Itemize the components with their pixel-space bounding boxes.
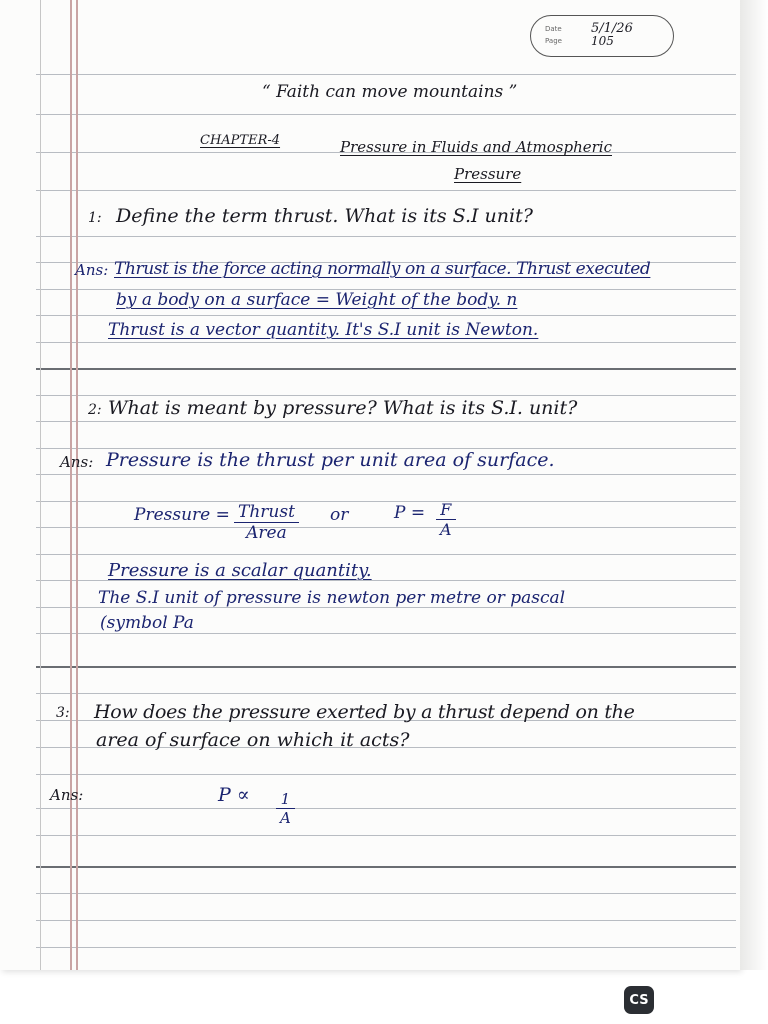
ruled-line [36,866,736,868]
ruled-line [36,315,736,316]
ruled-line [36,693,736,694]
page-value: 105 [591,34,614,48]
thrust-over-area-fraction [234,502,299,543]
answer-line: (symbol Pa [100,613,194,633]
ruled-line [36,501,736,502]
ruled-line [36,74,736,75]
ruled-line [36,947,736,948]
answer-line: Pressure is the thrust per unit area of surface. [106,449,555,471]
ruled-line [36,190,736,191]
pressure-formula-lhs: Pressure = [134,505,230,525]
question-number: 3: [56,705,70,721]
question-1: Define the term thrust. What is its S.I unit? [116,205,533,227]
fraction-denominator: A [440,520,452,539]
chapter-title-cont: Pressure [454,165,522,183]
proportional-lhs: P ∝ [218,784,250,806]
ruled-line [36,527,736,528]
ans-label: Ans: [50,786,84,804]
answer-line: Thrust is a vector quantity. It's S.I unit is Newton. [108,320,539,340]
page-label: Page [545,37,562,45]
question-number: 2: [88,402,102,418]
fraction-numerator: Thrust [234,502,299,523]
answer-line: by a body on a surface = Weight of the body. n [116,290,518,310]
ruled-line [36,114,736,115]
question-number: 1: [88,210,102,226]
question-2: What is meant by pressure? What is its S.I. unit? [108,397,578,419]
or-word: or [330,505,349,525]
ruled-line [36,342,736,343]
ruled-line [36,808,736,809]
question-3-cont: area of surface on which it acts? [96,729,410,751]
left-edge-line [40,0,41,970]
fraction-denominator: Area [246,523,287,543]
ruled-line [36,421,736,422]
margin-line [70,0,72,970]
ruled-line [36,474,736,475]
ruled-line [36,666,736,668]
ans-label: Ans: [60,453,94,471]
fraction-numerator: 1 [276,790,295,809]
ruled-line [36,920,736,921]
quote: “ Faith can move mountains ” [262,82,518,102]
ruled-line [36,893,736,894]
ruled-line [36,236,736,237]
one-over-a-fraction [276,790,295,827]
answer-line: The S.I unit of pressure is newton per metre or pascal [98,588,566,608]
ruled-line [36,835,736,836]
chapter-label: CHAPTER-4 [200,133,281,148]
ruled-line [36,633,736,634]
camscanner-logo [624,986,654,1014]
date-value: 5/1/26 [591,21,633,36]
answer-line: Thrust is the force acting normally on a surface. Thrust executed [114,259,651,279]
ruled-line [36,554,736,555]
ruled-line [36,395,736,396]
ruled-line [36,774,736,775]
margin-line [76,0,78,970]
paper-edge [740,0,768,970]
f-over-a-fraction [436,500,456,539]
fraction-denominator: A [280,809,291,827]
ans-label: Ans: [75,261,109,279]
ruled-line [36,368,736,370]
logo-text: CS [629,992,649,1008]
p-equals: P = [394,503,426,523]
fraction-numerator: F [436,500,456,520]
question-3: How does the pressure exerted by a thrust depend on the [94,701,635,723]
date-label: Date [545,25,562,33]
chapter-title: Pressure in Fluids and Atmospheric [340,138,612,156]
answer-line: Pressure is a scalar quantity. [108,560,372,581]
date-page-stamp [530,15,674,57]
